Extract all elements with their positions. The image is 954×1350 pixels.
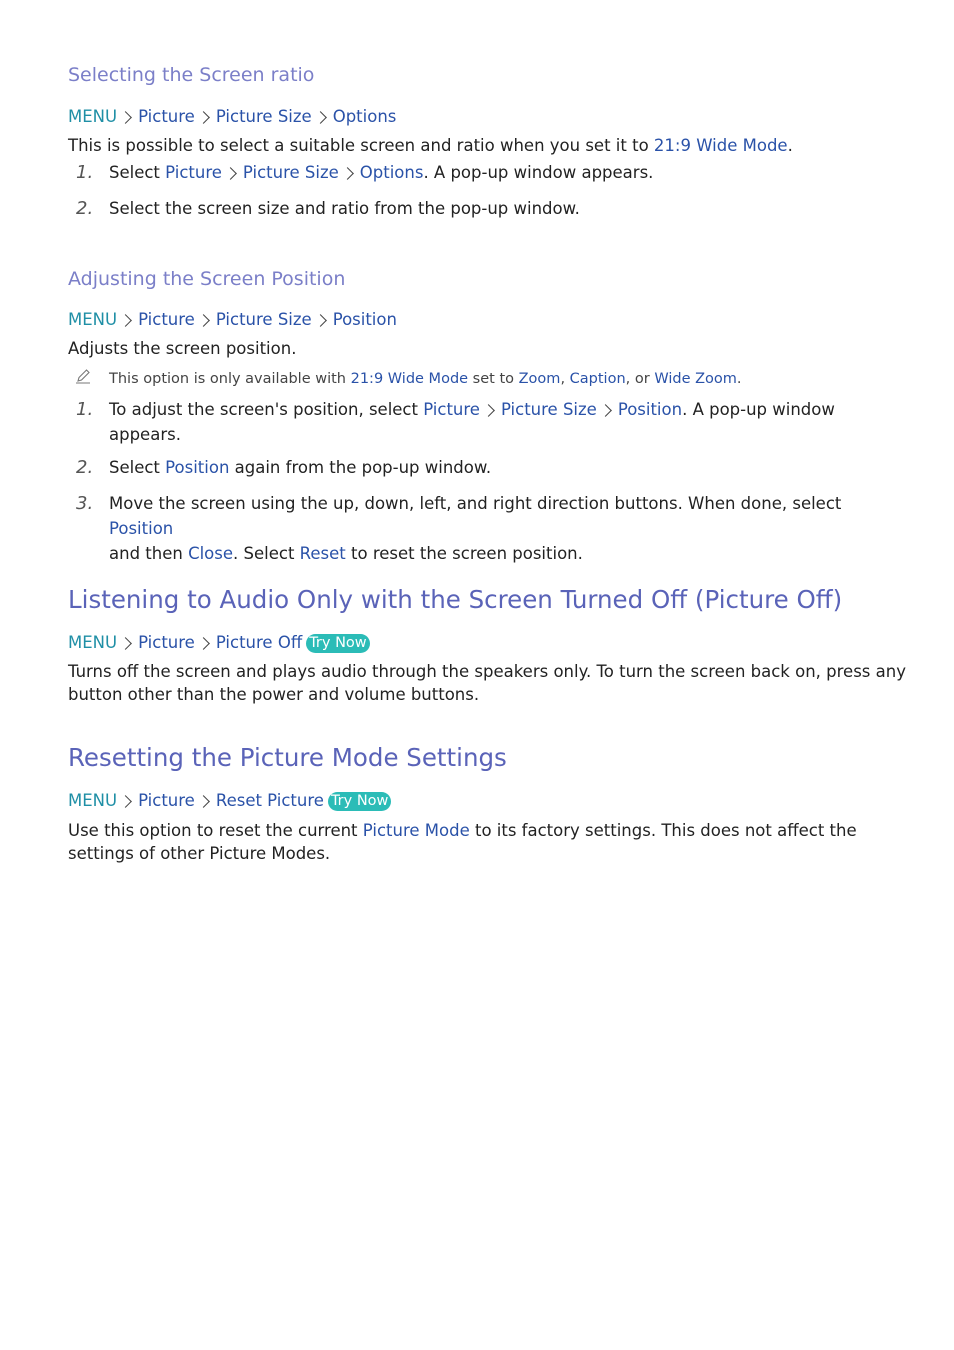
text: Move the screen using the up, down, left, and right direction buttons. When done, select xyxy=(109,494,842,513)
text: Turns off the screen and plays audio through the speakers only. To turn the screen back on, press any xyxy=(68,662,906,681)
breadcrumb-menu[interactable]: MENU xyxy=(68,633,118,652)
section-heading-reset-picture: Resetting the Picture Mode Settings xyxy=(68,743,507,772)
chevron-right-icon xyxy=(599,404,612,417)
paragraph-picture-off xyxy=(68,660,906,706)
chevron-right-icon xyxy=(119,111,132,124)
step-text xyxy=(109,160,888,185)
try-now-button[interactable]: Try Now xyxy=(328,792,391,811)
keyword-wide-mode: 21:9 Wide Mode xyxy=(653,136,788,155)
step-number: 3. xyxy=(76,493,94,514)
text: appears. xyxy=(109,425,181,444)
text: , xyxy=(560,371,570,387)
paragraph-reset-picture xyxy=(68,819,857,865)
text: button other than the power and volume buttons. xyxy=(68,685,480,704)
chevron-right-icon xyxy=(224,167,237,180)
breadcrumb-reset-picture xyxy=(68,790,391,812)
keyword-options: Options xyxy=(359,163,424,182)
chevron-right-icon xyxy=(482,404,495,417)
text: settings of other Picture Modes. xyxy=(68,844,331,863)
text: Use this option to reset the current xyxy=(68,821,363,840)
chevron-right-icon xyxy=(197,637,210,650)
breadcrumb-screen-position xyxy=(68,309,397,331)
paragraph-screen-ratio xyxy=(68,134,793,157)
keyword-position: Position xyxy=(109,519,174,538)
text: to reset the screen position. xyxy=(345,544,583,563)
try-now-button[interactable]: Try Now xyxy=(306,634,369,653)
keyword-wide-zoom: Wide Zoom xyxy=(654,371,737,387)
keyword-close: Close xyxy=(188,544,234,563)
keyword-caption: Caption xyxy=(569,371,626,387)
breadcrumb-menu[interactable]: MENU xyxy=(68,791,118,810)
keyword-picture-size: Picture Size xyxy=(242,163,339,182)
step-item xyxy=(68,160,888,185)
text: . A pop-up window appears. xyxy=(423,163,654,182)
text: This option is only available with xyxy=(109,371,351,387)
breadcrumb-position[interactable]: Position xyxy=(332,310,397,329)
pencil-icon xyxy=(75,368,91,384)
step-number: 1. xyxy=(76,399,94,420)
keyword-picture-mode: Picture Mode xyxy=(362,821,470,840)
paragraph-screen-position: Adjusts the screen position. xyxy=(68,339,297,358)
text: . Select xyxy=(233,544,300,563)
breadcrumb-picture[interactable]: Picture xyxy=(138,310,195,329)
text: to its factory settings. This does not affect the xyxy=(469,821,857,840)
step-item xyxy=(68,455,888,480)
text: Select xyxy=(109,458,166,477)
note xyxy=(68,371,742,387)
breadcrumb-picture[interactable]: Picture xyxy=(138,633,195,652)
section-heading-picture-off: Listening to Audio Only with the Screen Turned Off (Picture Off) xyxy=(68,585,843,614)
step-item xyxy=(68,491,888,566)
section-heading-screen-position: Adjusting the Screen Position xyxy=(68,268,346,290)
chevron-right-icon xyxy=(119,314,132,327)
text: again from the pop-up window. xyxy=(229,458,492,477)
step-text: Select the screen size and ratio from the pop-up window. xyxy=(109,199,580,218)
keyword-picture: Picture xyxy=(423,400,480,419)
text: . A pop-up window xyxy=(682,400,835,419)
step-item xyxy=(68,196,888,221)
chevron-right-icon xyxy=(197,795,210,808)
breadcrumb-picture-off[interactable]: Picture Off xyxy=(215,633,303,652)
breadcrumb-picture-size[interactable]: Picture Size xyxy=(215,310,312,329)
keyword-reset: Reset xyxy=(299,544,346,563)
breadcrumb-picture-size[interactable]: Picture Size xyxy=(215,107,312,126)
breadcrumb-menu[interactable]: MENU xyxy=(68,107,118,126)
text: To adjust the screen's position, select xyxy=(109,400,424,419)
step-number: 2. xyxy=(76,457,94,478)
chevron-right-icon xyxy=(341,167,354,180)
step-text xyxy=(109,491,888,566)
chevron-right-icon xyxy=(119,795,132,808)
text: . xyxy=(736,371,742,387)
text: set to xyxy=(468,371,519,387)
keyword-position: Position xyxy=(617,400,683,419)
chevron-right-icon xyxy=(197,111,210,124)
text: . xyxy=(787,136,793,155)
step-number: 1. xyxy=(76,162,94,183)
step-item xyxy=(68,397,888,447)
keyword-picture: Picture xyxy=(165,163,222,182)
chevron-right-icon xyxy=(197,314,210,327)
breadcrumb-screen-ratio xyxy=(68,106,396,128)
chevron-right-icon xyxy=(314,111,327,124)
chevron-right-icon xyxy=(314,314,327,327)
breadcrumb-options[interactable]: Options xyxy=(332,107,397,126)
breadcrumb-picture[interactable]: Picture xyxy=(138,791,195,810)
text: and then xyxy=(109,544,189,563)
breadcrumb-menu[interactable]: MENU xyxy=(68,310,118,329)
note-text xyxy=(109,371,742,387)
keyword-picture-size: Picture Size xyxy=(500,400,597,419)
keyword-position: Position xyxy=(165,458,230,477)
keyword-zoom: Zoom xyxy=(518,371,561,387)
breadcrumb-picture[interactable]: Picture xyxy=(138,107,195,126)
text: This is possible to select a suitable screen and ratio when you set it to xyxy=(68,136,654,155)
step-text xyxy=(109,397,888,447)
step-number: 2. xyxy=(76,198,94,219)
keyword-wide-mode: 21:9 Wide Mode xyxy=(350,371,469,387)
chevron-right-icon xyxy=(119,637,132,650)
section-heading-screen-ratio: Selecting the Screen ratio xyxy=(68,64,315,86)
step-text xyxy=(109,455,888,480)
text: , or xyxy=(625,371,655,387)
text: Select xyxy=(109,163,166,182)
breadcrumb-reset-picture[interactable]: Reset Picture xyxy=(215,791,324,810)
breadcrumb-picture-off xyxy=(68,632,370,654)
